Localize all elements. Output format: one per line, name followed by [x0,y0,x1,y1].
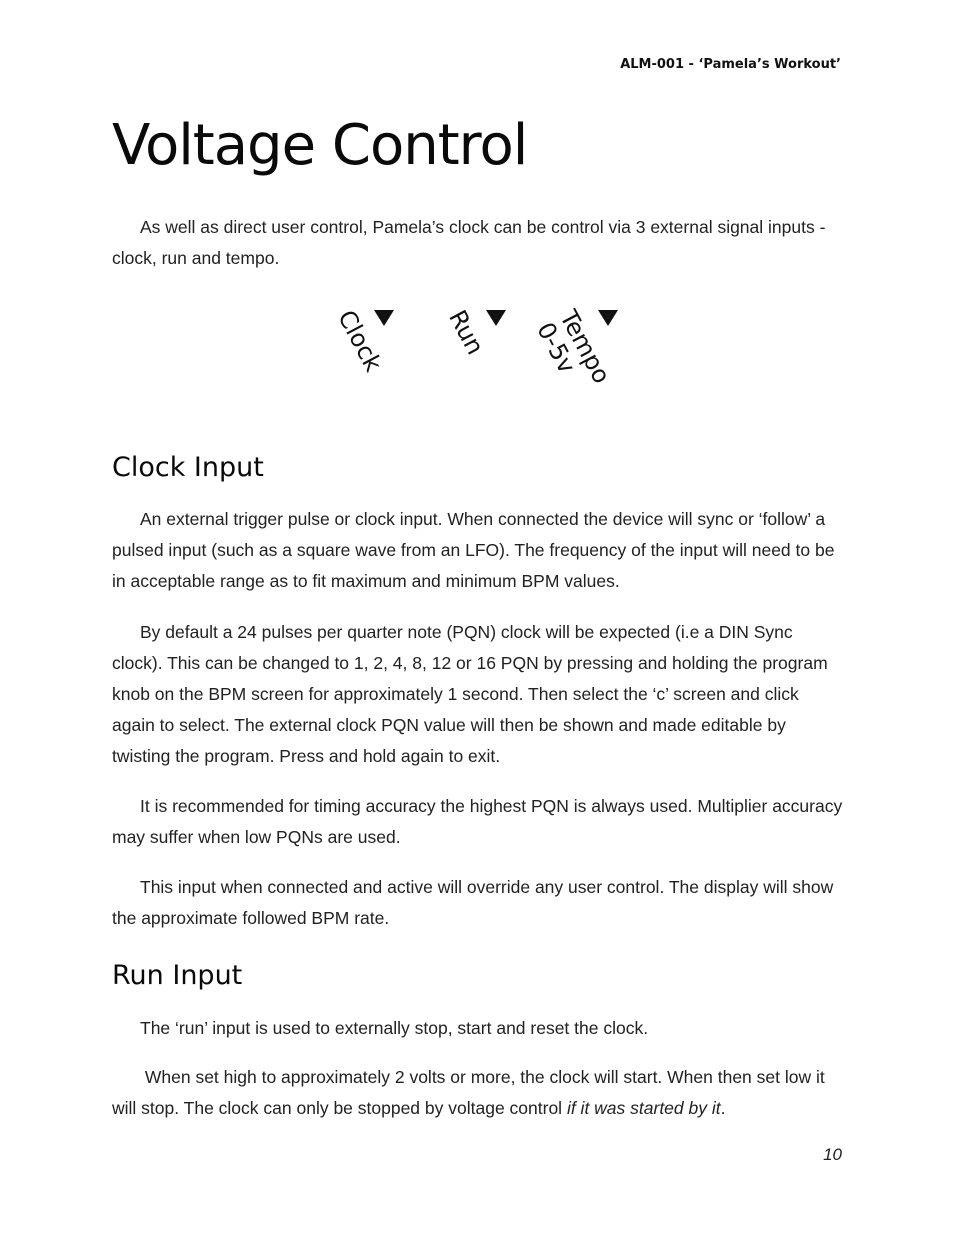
clock-input-paragraph-3 [112,791,844,853]
run-input-text-1: The ‘run’ input is used to externally stop, start and reset the clock. [140,1018,649,1038]
clock-jack-arrow-icon [374,310,394,326]
intro-text: As well as direct user control, Pamela’s clock can be control via 3 external signal inputs - clock, run and tempo. [112,217,826,268]
run-input-paragraph-1 [112,1013,844,1044]
clock-jack-label: Clock [332,305,388,377]
page-number: 10 [823,1145,842,1164]
intro-paragraph [112,212,844,274]
run-jack-label: Run [443,305,490,360]
run-input-emphasis: if it was started by it [566,1098,721,1118]
run-input-text-2: When set high to approximately 2 volts or more, the clock will start. When then set low it will stop. The clock can only be stopped by voltage control [112,1067,825,1118]
clock-input-paragraph-1 [112,504,844,597]
run-input-text-2-end: . [720,1098,726,1118]
run-jack-arrow-icon [486,310,506,326]
clock-input-text-1: An external trigger pulse or clock input. When connected the device will sync or ‘follow’ a pulsed input (such as a square wave from an LFO). The frequency of the input will need to be in acceptable range as to fit maximum and minimum BPM values. [112,509,835,591]
page-title: Voltage Control [112,113,528,178]
tempo-jack-label: Tempo 0-5v [531,305,616,389]
clock-input-heading: Clock Input [112,452,264,483]
tempo-jack-arrow-icon [598,310,618,326]
clock-input-text-4: This input when connected and active will override any user control. The display will show the approximate followed BPM rate. [112,877,834,928]
run-input-heading: Run Input [112,960,243,991]
clock-input-text-3: It is recommended for timing accuracy the highest PQN is always used. Multiplier accuracy may suffer when low PQNs are used. [112,796,843,847]
run-input-paragraph-2 [112,1062,844,1124]
clock-input-paragraph-4 [112,872,844,934]
clock-input-text-2: By default a 24 pulses per quarter note (PQN) clock will be expected (i.e a DIN Sync clock). This can be changed to 1, 2, 4, 8, 12 or 16 PQN by pressing and holding the program knob on the BPM screen for approximately 1 second. Then select the ‘c’ screen and click again to select. The external clock PQN value will then be shown and made editable by twisting the program. Press and hold again to exit. [112,622,828,766]
clock-input-paragraph-2 [112,617,844,772]
document-header: ALM-001 - ‘Pamela’s Workout’ [620,57,841,72]
